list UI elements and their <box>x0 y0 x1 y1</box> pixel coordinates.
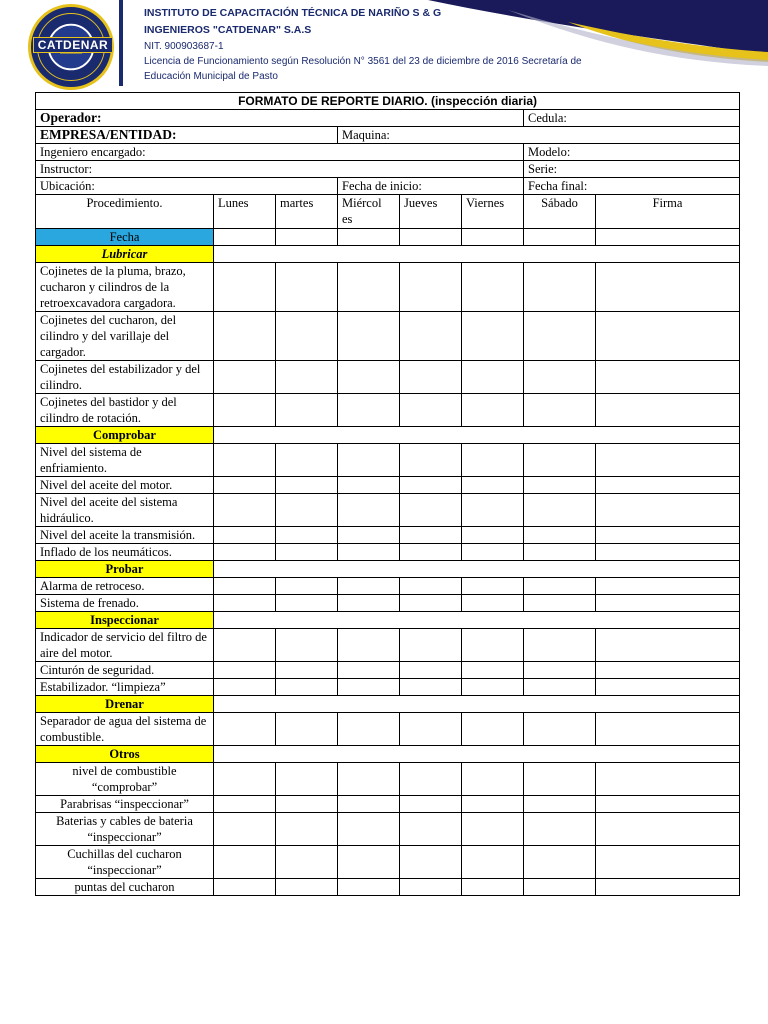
day-check-cell[interactable] <box>276 713 338 746</box>
signature-cell[interactable] <box>596 494 740 527</box>
day-check-cell[interactable] <box>524 394 596 427</box>
header-license-line1: Licencia de Funcionamiento según Resolución N° 3561 del 23 de diciembre de 2016 Secretaría de <box>144 56 582 67</box>
signature-cell[interactable] <box>596 713 740 746</box>
form-title: FORMATO DE REPORTE DIARIO. (inspección diaria) <box>36 93 740 110</box>
day-check-cell[interactable] <box>462 527 524 544</box>
day-check-cell[interactable] <box>462 796 524 813</box>
procedure-item: Sistema de frenado. <box>36 595 214 612</box>
signature-cell[interactable] <box>596 312 740 361</box>
procedure-item: Nivel del aceite del sistema hidráulico. <box>36 494 214 527</box>
procedure-item: Cojinetes del cucharon, del cilindro y del varillaje del cargador. <box>36 312 214 361</box>
day-check-cell[interactable] <box>400 679 462 696</box>
day-check-cell[interactable] <box>214 544 276 561</box>
day-check-cell[interactable] <box>400 494 462 527</box>
day-check-cell[interactable] <box>400 312 462 361</box>
table-row <box>36 846 740 879</box>
day-check-cell[interactable] <box>276 763 338 796</box>
day-check-cell[interactable] <box>338 361 400 394</box>
logo-brand-text: CATDENAR <box>33 37 113 53</box>
day-check-cell[interactable] <box>276 629 338 662</box>
table-row <box>36 679 740 696</box>
table-row <box>36 629 740 662</box>
day-check-cell[interactable] <box>338 444 400 477</box>
day-check-cell[interactable] <box>214 312 276 361</box>
day-check-cell[interactable] <box>400 629 462 662</box>
day-check-cell[interactable] <box>338 312 400 361</box>
day-check-cell[interactable] <box>400 846 462 879</box>
header-nit: NIT. 900903687-1 <box>144 41 224 52</box>
day-check-cell[interactable] <box>276 578 338 595</box>
day-check-cell[interactable] <box>214 494 276 527</box>
institute-logo <box>28 4 114 90</box>
day-check-cell[interactable] <box>276 662 338 679</box>
fecha-final-field[interactable]: Fecha final: <box>524 178 740 195</box>
day-check-cell[interactable] <box>524 477 596 494</box>
procedure-item: Alarma de retroceso. <box>36 578 214 595</box>
day-check-cell[interactable] <box>338 595 400 612</box>
day-check-cell[interactable] <box>400 763 462 796</box>
day-check-cell[interactable] <box>400 595 462 612</box>
section-row-comprobar <box>36 427 740 444</box>
section-label: Probar <box>36 561 214 578</box>
procedure-item: puntas del cucharon <box>36 879 214 896</box>
procedure-item: Separador de agua del sistema de combustible. <box>36 713 214 746</box>
procedure-item: Parabrisas “inspeccionar” <box>36 796 214 813</box>
day-check-cell[interactable] <box>214 477 276 494</box>
daily-report-form <box>35 92 740 896</box>
day-check-cell[interactable] <box>338 662 400 679</box>
ingeniero-field[interactable]: Ingeniero encargado: <box>36 144 524 161</box>
day-check-cell[interactable] <box>214 763 276 796</box>
procedure-item: Nivel del sistema de enfriamiento. <box>36 444 214 477</box>
day-check-cell[interactable] <box>400 578 462 595</box>
day-check-cell[interactable] <box>276 494 338 527</box>
day-check-cell[interactable] <box>338 629 400 662</box>
day-check-cell[interactable] <box>276 595 338 612</box>
day-check-cell[interactable] <box>400 879 462 896</box>
day-check-cell[interactable] <box>462 713 524 746</box>
table-row <box>36 494 740 527</box>
day-check-cell[interactable] <box>524 527 596 544</box>
day-check-cell[interactable] <box>462 544 524 561</box>
day-check-cell[interactable] <box>400 444 462 477</box>
table-row <box>36 263 740 312</box>
day-check-cell[interactable] <box>462 263 524 312</box>
day-check-cell[interactable] <box>524 713 596 746</box>
day-check-cell[interactable] <box>524 494 596 527</box>
fecha-label: Fecha <box>36 229 214 246</box>
day-check-cell[interactable] <box>338 394 400 427</box>
signature-cell[interactable] <box>596 796 740 813</box>
col-procedimiento: Procedimiento. <box>36 195 214 229</box>
day-check-cell[interactable] <box>214 578 276 595</box>
day-check-cell[interactable] <box>338 763 400 796</box>
day-check-cell[interactable] <box>214 846 276 879</box>
operador-field[interactable]: Operador: <box>36 110 524 127</box>
day-check-cell[interactable] <box>214 595 276 612</box>
day-check-cell[interactable] <box>338 813 400 846</box>
day-check-cell[interactable] <box>400 796 462 813</box>
col-miercoles: Miércol es <box>338 195 400 229</box>
day-check-cell[interactable] <box>338 578 400 595</box>
section-filler <box>214 696 740 713</box>
signature-cell[interactable] <box>596 846 740 879</box>
table-row <box>36 595 740 612</box>
signature-cell[interactable] <box>596 444 740 477</box>
signature-cell[interactable] <box>596 813 740 846</box>
table-row <box>36 312 740 361</box>
day-check-cell[interactable] <box>462 444 524 477</box>
procedure-item: Cojinetes del bastidor y del cilindro de rotación. <box>36 394 214 427</box>
day-check-cell[interactable] <box>400 662 462 679</box>
day-check-cell[interactable] <box>276 527 338 544</box>
day-check-cell[interactable] <box>276 477 338 494</box>
signature-cell[interactable] <box>596 578 740 595</box>
day-cell[interactable] <box>524 229 596 246</box>
day-check-cell[interactable] <box>276 679 338 696</box>
table-row <box>36 796 740 813</box>
day-check-cell[interactable] <box>214 679 276 696</box>
section-row-lubricar <box>36 246 740 263</box>
empresa-field[interactable]: EMPRESA/ENTIDAD: <box>36 127 338 144</box>
ubicacion-field[interactable]: Ubicación: <box>36 178 338 195</box>
day-check-cell[interactable] <box>462 477 524 494</box>
day-check-cell[interactable] <box>524 662 596 679</box>
col-firma: Firma <box>596 195 740 229</box>
day-check-cell[interactable] <box>524 578 596 595</box>
procedure-item: Cinturón de seguridad. <box>36 662 214 679</box>
day-check-cell[interactable] <box>338 477 400 494</box>
procedure-item: Indicador de servicio del filtro de aire del motor. <box>36 629 214 662</box>
modelo-field[interactable]: Modelo: <box>524 144 740 161</box>
col-jueves: Jueves <box>400 195 462 229</box>
day-check-cell[interactable] <box>338 713 400 746</box>
day-check-cell[interactable] <box>524 679 596 696</box>
signature-cell[interactable] <box>596 662 740 679</box>
day-check-cell[interactable] <box>338 494 400 527</box>
day-check-cell[interactable] <box>214 361 276 394</box>
day-check-cell[interactable] <box>462 361 524 394</box>
table-row <box>36 444 740 477</box>
table-row <box>36 361 740 394</box>
day-check-cell[interactable] <box>524 444 596 477</box>
signature-cell[interactable] <box>596 229 740 246</box>
fecha-row <box>36 229 740 246</box>
day-cell[interactable] <box>400 229 462 246</box>
day-cell[interactable] <box>462 229 524 246</box>
day-check-cell[interactable] <box>214 527 276 544</box>
table-row <box>36 763 740 796</box>
section-row-drenar <box>36 696 740 713</box>
day-check-cell[interactable] <box>524 361 596 394</box>
day-check-cell[interactable] <box>524 846 596 879</box>
signature-cell[interactable] <box>596 879 740 896</box>
header-license-line2: Educación Municipal de Pasto <box>144 71 278 82</box>
signature-cell[interactable] <box>596 763 740 796</box>
instructor-field[interactable]: Instructor: <box>36 161 524 178</box>
maquina-field[interactable]: Maquina: <box>338 127 740 144</box>
day-check-cell[interactable] <box>214 662 276 679</box>
day-check-cell[interactable] <box>276 813 338 846</box>
day-check-cell[interactable] <box>338 544 400 561</box>
day-check-cell[interactable] <box>276 796 338 813</box>
day-check-cell[interactable] <box>276 444 338 477</box>
day-check-cell[interactable] <box>338 679 400 696</box>
col-lunes: Lunes <box>214 195 276 229</box>
day-check-cell[interactable] <box>462 578 524 595</box>
table-row <box>36 527 740 544</box>
procedure-item: Nivel del aceite del motor. <box>36 477 214 494</box>
day-check-cell[interactable] <box>462 846 524 879</box>
day-cell[interactable] <box>214 229 276 246</box>
signature-cell[interactable] <box>596 263 740 312</box>
signature-cell[interactable] <box>596 595 740 612</box>
day-cell[interactable] <box>276 229 338 246</box>
section-row-inspeccionar <box>36 612 740 629</box>
day-check-cell[interactable] <box>524 763 596 796</box>
day-check-cell[interactable] <box>462 595 524 612</box>
day-check-cell[interactable] <box>214 629 276 662</box>
column-header-row <box>36 195 740 229</box>
day-check-cell[interactable] <box>214 444 276 477</box>
day-check-cell[interactable] <box>462 629 524 662</box>
day-check-cell[interactable] <box>276 394 338 427</box>
day-check-cell[interactable] <box>524 544 596 561</box>
section-label: Lubricar <box>36 246 214 263</box>
day-check-cell[interactable] <box>524 813 596 846</box>
section-row-probar <box>36 561 740 578</box>
day-check-cell[interactable] <box>462 679 524 696</box>
day-check-cell[interactable] <box>462 879 524 896</box>
day-check-cell[interactable] <box>276 879 338 896</box>
section-label: Otros <box>36 746 214 763</box>
signature-cell[interactable] <box>596 629 740 662</box>
day-check-cell[interactable] <box>462 813 524 846</box>
header-divider <box>119 0 123 86</box>
procedure-item: Estabilizador. “limpieza” <box>36 679 214 696</box>
table-row <box>36 544 740 561</box>
day-check-cell[interactable] <box>400 477 462 494</box>
col-martes: martes <box>276 195 338 229</box>
section-label: Comprobar <box>36 427 214 444</box>
header-institute-name: INSTITUTO DE CAPACITACIÓN TÉCNICA DE NARIÑO S & G <box>144 7 442 19</box>
day-check-cell[interactable] <box>462 312 524 361</box>
day-check-cell[interactable] <box>400 813 462 846</box>
day-check-cell[interactable] <box>214 796 276 813</box>
procedure-item: Inflado de los neumáticos. <box>36 544 214 561</box>
day-check-cell[interactable] <box>462 763 524 796</box>
procedure-item: Nivel del aceite la transmisión. <box>36 527 214 544</box>
day-check-cell[interactable] <box>400 394 462 427</box>
fecha-inicio-field[interactable]: Fecha de inicio: <box>338 178 524 195</box>
day-check-cell[interactable] <box>400 361 462 394</box>
day-check-cell[interactable] <box>276 544 338 561</box>
procedure-item: Cojinetes de la pluma, brazo, cucharon y cilindros de la retroexcavadora cargadora. <box>36 263 214 312</box>
day-check-cell[interactable] <box>214 713 276 746</box>
section-label: Drenar <box>36 696 214 713</box>
day-check-cell[interactable] <box>400 263 462 312</box>
signature-cell[interactable] <box>596 361 740 394</box>
section-row-otros <box>36 746 740 763</box>
day-check-cell[interactable] <box>524 629 596 662</box>
day-check-cell[interactable] <box>276 361 338 394</box>
signature-cell[interactable] <box>596 477 740 494</box>
day-check-cell[interactable] <box>214 813 276 846</box>
cedula-field[interactable]: Cedula: <box>524 110 740 127</box>
col-sabado: Sábado <box>524 195 596 229</box>
day-check-cell[interactable] <box>400 544 462 561</box>
day-check-cell[interactable] <box>214 879 276 896</box>
section-label: Inspeccionar <box>36 612 214 629</box>
table-row <box>36 813 740 846</box>
day-check-cell[interactable] <box>214 263 276 312</box>
section-filler <box>214 561 740 578</box>
day-check-cell[interactable] <box>338 879 400 896</box>
signature-cell[interactable] <box>596 679 740 696</box>
section-filler <box>214 427 740 444</box>
header-company-name: INGENIEROS "CATDENAR" S.A.S <box>144 24 312 36</box>
day-check-cell[interactable] <box>524 595 596 612</box>
day-check-cell[interactable] <box>462 662 524 679</box>
day-check-cell[interactable] <box>400 527 462 544</box>
day-check-cell[interactable] <box>276 846 338 879</box>
section-filler <box>214 246 740 263</box>
table-row <box>36 879 740 896</box>
day-check-cell[interactable] <box>276 312 338 361</box>
signature-cell[interactable] <box>596 527 740 544</box>
day-check-cell[interactable] <box>338 846 400 879</box>
day-check-cell[interactable] <box>524 312 596 361</box>
table-row <box>36 578 740 595</box>
day-check-cell[interactable] <box>214 394 276 427</box>
day-check-cell[interactable] <box>338 796 400 813</box>
procedure-item: Cuchillas del cucharon “inspeccionar” <box>36 846 214 879</box>
table-row <box>36 713 740 746</box>
day-check-cell[interactable] <box>338 527 400 544</box>
signature-cell[interactable] <box>596 544 740 561</box>
day-cell[interactable] <box>338 229 400 246</box>
day-check-cell[interactable] <box>462 394 524 427</box>
procedure-item: Cojinetes del estabilizador y del cilindro. <box>36 361 214 394</box>
signature-cell[interactable] <box>596 394 740 427</box>
table-row <box>36 477 740 494</box>
section-filler <box>214 612 740 629</box>
table-row <box>36 394 740 427</box>
day-check-cell[interactable] <box>276 263 338 312</box>
day-check-cell[interactable] <box>400 713 462 746</box>
day-check-cell[interactable] <box>462 494 524 527</box>
col-viernes: Viernes <box>462 195 524 229</box>
day-check-cell[interactable] <box>524 879 596 896</box>
day-check-cell[interactable] <box>524 796 596 813</box>
serie-field[interactable]: Serie: <box>524 161 740 178</box>
procedure-item: nivel de combustible “comprobar” <box>36 763 214 796</box>
day-check-cell[interactable] <box>524 263 596 312</box>
procedure-item: Baterias y cables de bateria “inspeccionar” <box>36 813 214 846</box>
day-check-cell[interactable] <box>338 263 400 312</box>
section-filler <box>214 746 740 763</box>
table-row <box>36 662 740 679</box>
